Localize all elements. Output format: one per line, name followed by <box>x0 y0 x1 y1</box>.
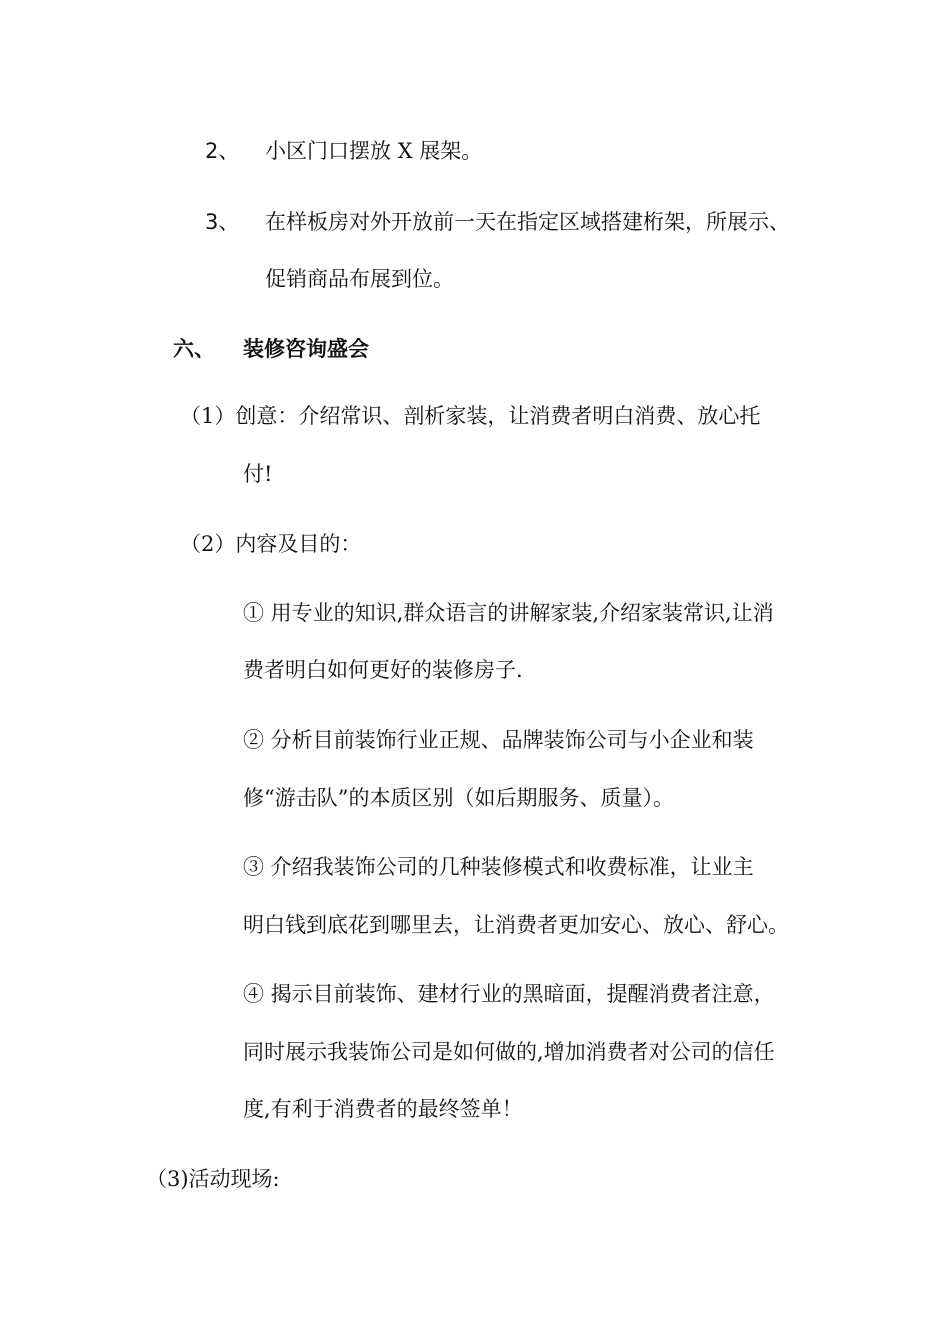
paragraph-2-label: （2）内容及目的： <box>180 532 362 556</box>
item-3-continuation: 促销商品布展到位。 <box>265 267 454 291</box>
section-title: 装修咨询盛会 <box>243 336 369 361</box>
point-1-line-1: ① 用专业的知识,群众语言的讲解家装,介绍家装常识,让消 <box>243 601 774 625</box>
item-2-text: 小区门口摆放 X 展架。 <box>265 139 483 163</box>
point-3-line-1: ③ 介绍我装饰公司的几种装修模式和收费标准，让业主 <box>243 855 754 879</box>
item-3-number: 3、 <box>205 210 240 234</box>
paragraph-3-label: （3)活动现场: <box>146 1167 280 1191</box>
point-3-line-2: 明白钱到底花到哪里去，让消费者更加安心、放心、舒心。 <box>243 913 789 937</box>
point-4-line-1: ④ 揭示目前装饰、建材行业的黑暗面，提醒消费者注意， <box>243 982 775 1006</box>
item-2-number: 2、 <box>205 139 240 163</box>
point-2-line-1: ② 分析目前装饰行业正规、品牌装饰公司与小企业和装 <box>243 728 754 752</box>
point-1-line-2: 费者明白如何更好的装修房子. <box>243 658 523 682</box>
item-3-text: 在样板房对外开放前一天在指定区域搭建桁架，所展示、 <box>265 210 790 234</box>
paragraph-1-line-2: 付! <box>243 462 273 486</box>
paragraph-1-line-1: （1）创意：介绍常识、剖析家装，让消费者明白消费、放心托 <box>180 404 761 428</box>
section-number: 六、 <box>173 336 215 361</box>
point-2-line-2: 修“游击队”的本质区别（如后期服务、质量）。 <box>243 786 674 810</box>
point-4-line-2: 同时展示我装饰公司是如何做的,增加消费者对公司的信任 <box>243 1040 775 1064</box>
point-4-line-3: 度,有利于消费者的最终签单！ <box>243 1097 523 1121</box>
